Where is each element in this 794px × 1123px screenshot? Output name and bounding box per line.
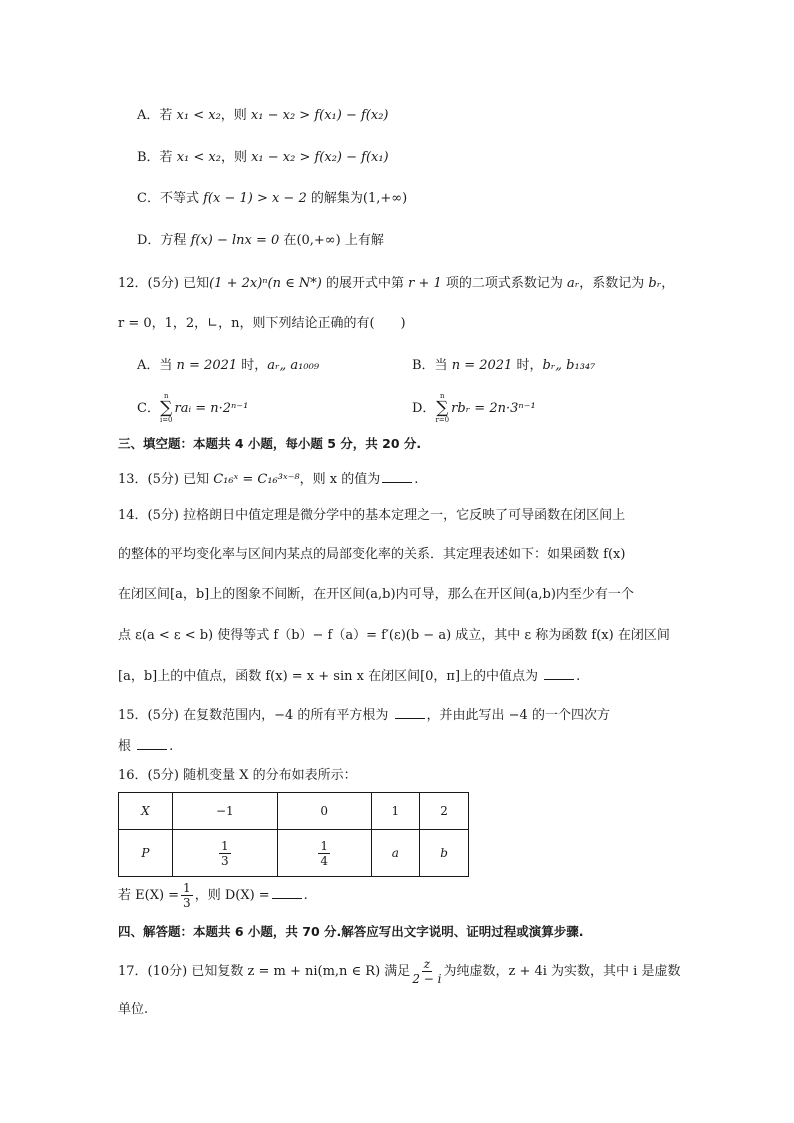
fraction-numerator: 1: [320, 838, 329, 853]
question-14-line-2: 的整体的平均变化率与区间内某点的局部变化率的关系．其定理表述如下：如果函数 f(x): [118, 547, 626, 562]
fraction-denominator: 3: [220, 853, 229, 868]
question-text: ，则 x 的值为: [299, 472, 381, 487]
fraction-denominator: 2 − i: [412, 972, 442, 986]
option-12b: [412, 356, 595, 376]
option-text: ，则: [220, 150, 252, 165]
summation-symbol: n ∑ r=0: [435, 392, 450, 424]
math-condition: x₁ < x₂: [176, 150, 221, 165]
math-expression: r + 1: [408, 276, 442, 291]
math-expression: bᵣ: [648, 276, 662, 291]
question-16-condition: [118, 882, 308, 909]
question-13: [118, 470, 418, 490]
option-text: 时，: [237, 358, 268, 373]
question-text: 若 E(X) =: [118, 888, 180, 903]
sum-lower-limit: r=0: [435, 416, 450, 424]
question-17-line-1: [118, 956, 680, 988]
math-expression: rbᵣ = 2n·3ⁿ⁻¹: [451, 401, 536, 416]
question-text: .: [169, 739, 174, 754]
math-expression: bᵣ„ b₁₃₄₇: [542, 358, 596, 373]
question-12-line-2: r = 0，1，2，∟，n，则下列结论正确的有( ): [118, 316, 406, 331]
fraction: [412, 958, 441, 985]
math-condition: n = 2021: [451, 358, 513, 373]
sum-upper-limit: n: [163, 392, 169, 400]
question-text: 的展开式中第: [321, 276, 409, 291]
question-text: ，则 D(X) =: [194, 888, 270, 903]
fraction-numerator: z: [423, 957, 431, 971]
option-11a: [137, 106, 388, 126]
option-text: ，则: [220, 108, 251, 123]
math-expression: raᵢ = n·2ⁿ⁻¹: [174, 401, 249, 416]
section-heading-solutions: 四、解答题：本题共 6 小题，共 70 分.解答应写出文字说明、证明过程或演算步骤.: [118, 924, 584, 939]
math-condition: n = 2021: [176, 358, 238, 373]
table-cell: X: [119, 793, 173, 830]
option-text: 的解集为: [306, 191, 363, 206]
question-text: 为纯虚数，z + 4i 为实数，其中 i 是虚数: [443, 964, 681, 979]
question-text: 13．(5分) 已知: [118, 472, 214, 487]
question-17-line-2: 单位.: [118, 1002, 149, 1017]
fraction-numerator: 1: [220, 838, 229, 853]
fraction: [318, 840, 330, 867]
question-text: 根: [118, 739, 136, 754]
option-text: 在: [279, 233, 297, 248]
math-expression: aᵣ„ a₁₀₀₉: [267, 358, 320, 373]
table-cell: b: [420, 830, 469, 877]
table-row: [119, 830, 469, 877]
option-label: C．: [137, 401, 160, 416]
option-label: A．若: [137, 108, 177, 123]
option-label: A．当: [137, 358, 177, 373]
option-12c: [137, 393, 248, 424]
table-cell: [172, 830, 277, 877]
table-cell: 2: [420, 793, 469, 830]
option-text: 时，: [512, 358, 543, 373]
option-label: C．不等式: [137, 191, 204, 206]
table-cell: 1: [371, 793, 420, 830]
question-14-line-1: 14．(5分) 拉格朗日中值定理是微分学中的基本定理之一，它反映了可导函数在闭区间上: [118, 508, 626, 523]
math-expression: aᵣ: [567, 276, 580, 291]
option-11c: [137, 189, 407, 209]
question-14-line-5: [118, 667, 580, 687]
option-label: B．若: [137, 150, 177, 165]
question-text: 15．(5分) 在复数范围内，−4 的所有平方根为: [118, 708, 393, 723]
summation-symbol: n ∑ i=0: [159, 392, 173, 424]
question-text: ，: [661, 276, 675, 291]
option-11d: [137, 231, 384, 251]
question-15-line-2: [118, 737, 173, 757]
math-expression: x₁ − x₂ > f(x₂) − f(x₁): [251, 150, 389, 165]
question-text: ，并由此写出 −4 的一个四次方: [426, 708, 610, 723]
answer-blank[interactable]: [137, 737, 167, 750]
question-text: .: [414, 472, 419, 487]
fraction-denominator: 4: [320, 853, 329, 868]
question-16-intro: 16．(5分) 随机变量 X 的分布如表所示：: [118, 768, 357, 783]
answer-blank[interactable]: [544, 667, 574, 680]
option-12d: [412, 393, 536, 424]
question-text: 17．(10分) 已知复数 z = m + ni(m,n ∈ R) 满足: [118, 964, 411, 979]
distribution-table: [118, 792, 469, 877]
table-cell: [277, 830, 371, 877]
question-text: 项的二项式系数记为: [441, 276, 568, 291]
table-cell: −1: [172, 793, 277, 830]
math-expression: C₁₆ˣ = C₁₆³ˣ⁻⁸: [213, 472, 300, 487]
question-14-line-4: 点 ε(a < ε < b) 使得等式 f（b）− f（a）= f′(ε)(b − a) 成立，其中 ε 称为函数 f(x) 在闭区间: [118, 628, 670, 643]
question-15-line-1: [118, 706, 610, 726]
option-text-tail: 上有解: [340, 233, 384, 248]
fraction-denominator: 3: [183, 896, 191, 910]
math-expression: f(x − 1) > x − 2: [203, 191, 307, 206]
math-set: (0,+∞): [296, 233, 341, 248]
option-label: D．: [412, 401, 436, 416]
question-text: 12．(5分) 已知: [118, 276, 210, 291]
table-cell: 0: [277, 793, 371, 830]
question-text: ，系数记为: [579, 276, 649, 291]
fraction: [181, 882, 193, 909]
fraction: [219, 840, 231, 867]
math-set: (1,+∞): [362, 191, 408, 206]
answer-blank[interactable]: [382, 470, 412, 483]
table-cell: P: [119, 830, 173, 877]
table-row: [119, 793, 469, 830]
math-expression: f(x) − lnx = 0: [190, 233, 280, 248]
sum-upper-limit: n: [440, 392, 445, 400]
fraction-numerator: 1: [183, 881, 191, 895]
question-text: .: [303, 888, 308, 903]
section-heading-fill-in: 三、填空题：本题共 4 小题，每小题 5 分，共 20 分.: [118, 436, 422, 451]
option-12a: [137, 356, 319, 376]
option-label: B．当: [412, 358, 452, 373]
option-11b: [137, 148, 389, 168]
answer-blank[interactable]: [395, 706, 425, 719]
option-label: D．方程: [137, 233, 191, 248]
question-12-line-1: [118, 274, 674, 294]
sum-lower-limit: i=0: [159, 416, 173, 424]
question-text: [a，b]上的中值点，函数 f(x) = x + sin x 在闭区间[0，π]上的中值点为: [118, 669, 543, 684]
table-cell: a: [371, 830, 420, 877]
math-expression: (1 + 2x)ⁿ(n ∈ N*): [209, 276, 322, 291]
question-14-line-3: 在闭区间[a，b]上的图象不间断，在开区间(a,b)内可导，那么在开区间(a,b)内至少有一个: [118, 587, 634, 602]
math-condition: x₁ < x₂: [176, 108, 221, 123]
math-expression: x₁ − x₂ > f(x₁) − f(x₂): [250, 108, 389, 123]
question-text: .: [576, 669, 581, 684]
answer-blank[interactable]: [272, 886, 302, 899]
